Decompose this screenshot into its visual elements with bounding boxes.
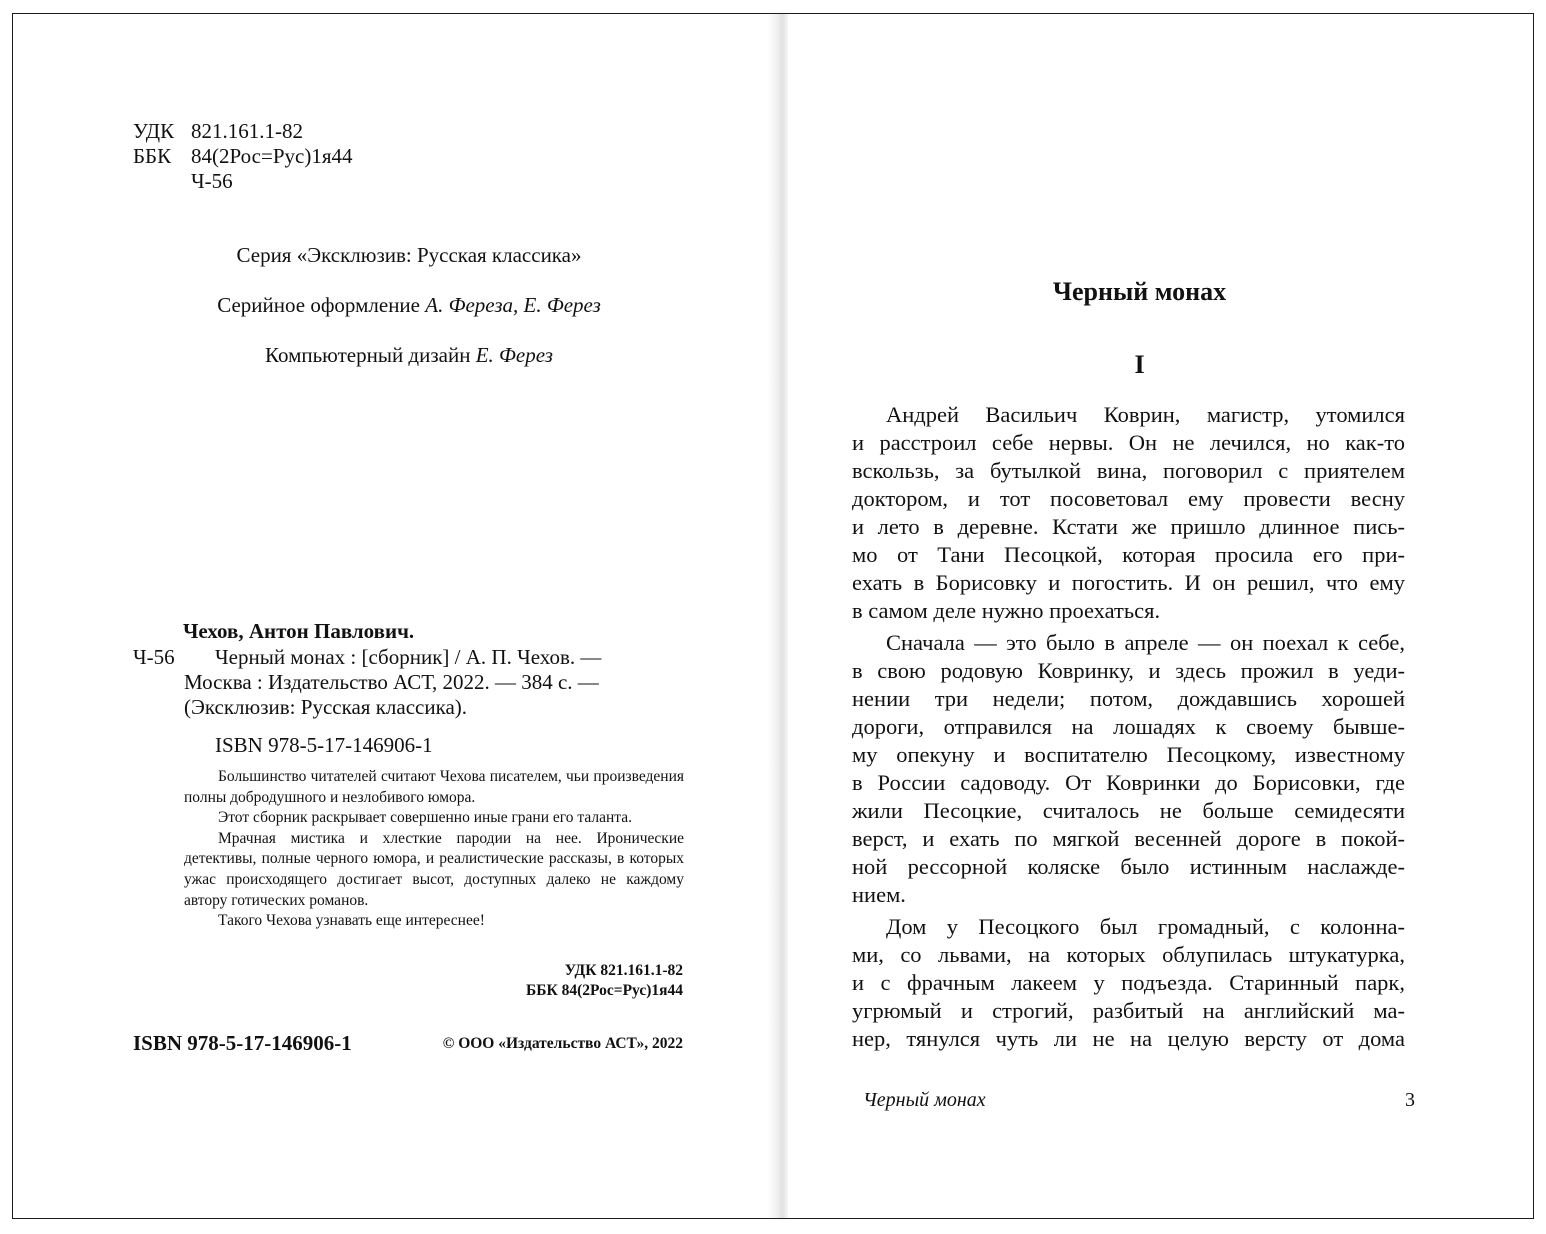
text-line: мо от Тани Песоцкой, которая просила его при- bbox=[852, 542, 1405, 567]
annotation-paragraph: Этот сборник раскрывает совершенно иные грани его таланта. bbox=[218, 809, 632, 827]
running-title: Черный монах bbox=[863, 1089, 986, 1111]
text-line: ехать в Борисовку и погостить. И он решил, что ему bbox=[852, 570, 1405, 595]
design-label: Серийное оформление bbox=[217, 293, 420, 317]
catalog-line-3: (Эксклюзив: Русская классика). bbox=[184, 695, 468, 719]
text-line: ной рессорной коляске было истинным наслажде- bbox=[852, 854, 1405, 879]
text-line: доктором, и тот посоветовал ему провести весну bbox=[852, 486, 1405, 511]
bbk-value: 84(2Рос=Рус)1я44 bbox=[191, 144, 353, 168]
catalog-author: Чехов, Антон Павлович. bbox=[183, 619, 415, 643]
chapter-number: I bbox=[1134, 350, 1145, 379]
text-line: в свою родовую Ковринку, и здесь прожил в уеди- bbox=[852, 658, 1405, 683]
page-number: 3 bbox=[1405, 1089, 1415, 1111]
annotation-paragraph: Мрачная мистика и хлесткие пародии на нее. Ироничеcкие детективы, полные черного юмора, и реалистические рассказы, в которых ужас происходящего достигает высот, доступных далеко не каждому автору готических романов. bbox=[184, 829, 684, 909]
text-line: нении три недели; потом, дождавшись хорошей bbox=[852, 686, 1405, 711]
text-line: угрюмый и строгий, разбитый на английский ма- bbox=[852, 998, 1405, 1023]
computer-design-credit bbox=[88, 343, 730, 368]
bbk-bottom: ББК 84(2Рос=Рус)1я44 bbox=[526, 982, 683, 999]
text-line: и с фрачным лакеем у подъезда. Старинный парк, bbox=[852, 970, 1405, 995]
annotation-paragraph: Большинство читателей считают Чехова писателем, чьи произведения полны добродушного и незлобивого юмора. bbox=[184, 768, 684, 806]
catalog-line-1: Черный монах : [сборник] / А. П. Чехов. — bbox=[215, 645, 602, 669]
computer-design-label: Компьютерный дизайн bbox=[265, 343, 471, 367]
text-line: Дом у Песоцкого был громадный, с колонна- bbox=[886, 914, 1405, 939]
catalog-isbn: ISBN 978-5-17-146906-1 bbox=[215, 733, 433, 757]
text-line: в России садоводу. От Ковринки до Борисовки, где bbox=[852, 770, 1405, 795]
text-line: жили Песоцкие, считалось не больше семидесяти bbox=[852, 798, 1405, 823]
text-line: в самом деле нужно проехаться. bbox=[852, 598, 1161, 623]
udk-label: УДК bbox=[133, 119, 175, 143]
bbk-label: ББК bbox=[133, 144, 172, 168]
annotation-paragraph: Такого Чехова узнавать еще интереснее! bbox=[218, 912, 485, 930]
design-credit bbox=[88, 293, 730, 318]
author-sign-top: Ч-56 bbox=[191, 169, 233, 193]
copyright: © ООО «Издательство АСТ», 2022 bbox=[442, 1035, 683, 1052]
story-title: Черный монах bbox=[1052, 277, 1227, 306]
text-line: ми, со львами, на которых облупилась штукатурка, bbox=[852, 942, 1405, 967]
text-line: нием. bbox=[852, 882, 906, 907]
bbk-row bbox=[133, 144, 353, 169]
design-names: А. Фереза, Е. Ферез bbox=[425, 293, 601, 317]
isbn-bottom: ISBN 978-5-17-146906-1 bbox=[133, 1031, 352, 1055]
catalog-sign: Ч-56 bbox=[133, 645, 175, 669]
series-text: Серия «Эксклюзив: Русская классика» bbox=[236, 243, 582, 267]
book-gutter bbox=[768, 14, 788, 1218]
text-line: дороги, отправился на лошадях к своему бывше- bbox=[852, 714, 1405, 739]
text-line: вскользь, за бутылкой вина, поговорил с приятелем bbox=[852, 458, 1405, 483]
series-line bbox=[88, 243, 730, 268]
udk-row bbox=[133, 119, 303, 144]
text-line: Андрей Васильич Коврин, магистр, утомился bbox=[886, 402, 1405, 427]
catalog-line-2: Москва : Издательство АСТ, 2022. — 384 с. — bbox=[184, 670, 599, 694]
udk-bottom: УДК 821.161.1-82 bbox=[564, 962, 683, 979]
text-line: Сначала — это было в апреле — он поехал к себе, bbox=[886, 630, 1405, 655]
text-line: и лето в деревне. Кстати же пришло длинное пись- bbox=[852, 514, 1405, 539]
text-line: и расстроил себе нервы. Он не лечился, но как-то bbox=[852, 430, 1405, 455]
text-line: верст, и ехать по мягкой весенней дороге в покой- bbox=[852, 826, 1405, 851]
text-line: му опекуну и воспитателю Песоцкому, известному bbox=[852, 742, 1405, 767]
computer-design-name: Е. Ферез bbox=[475, 343, 553, 367]
annotation bbox=[184, 767, 684, 932]
udk-value: 821.161.1-82 bbox=[191, 119, 303, 143]
text-line: нер, тянулся чуть ли не на целую версту от дома bbox=[852, 1026, 1405, 1051]
